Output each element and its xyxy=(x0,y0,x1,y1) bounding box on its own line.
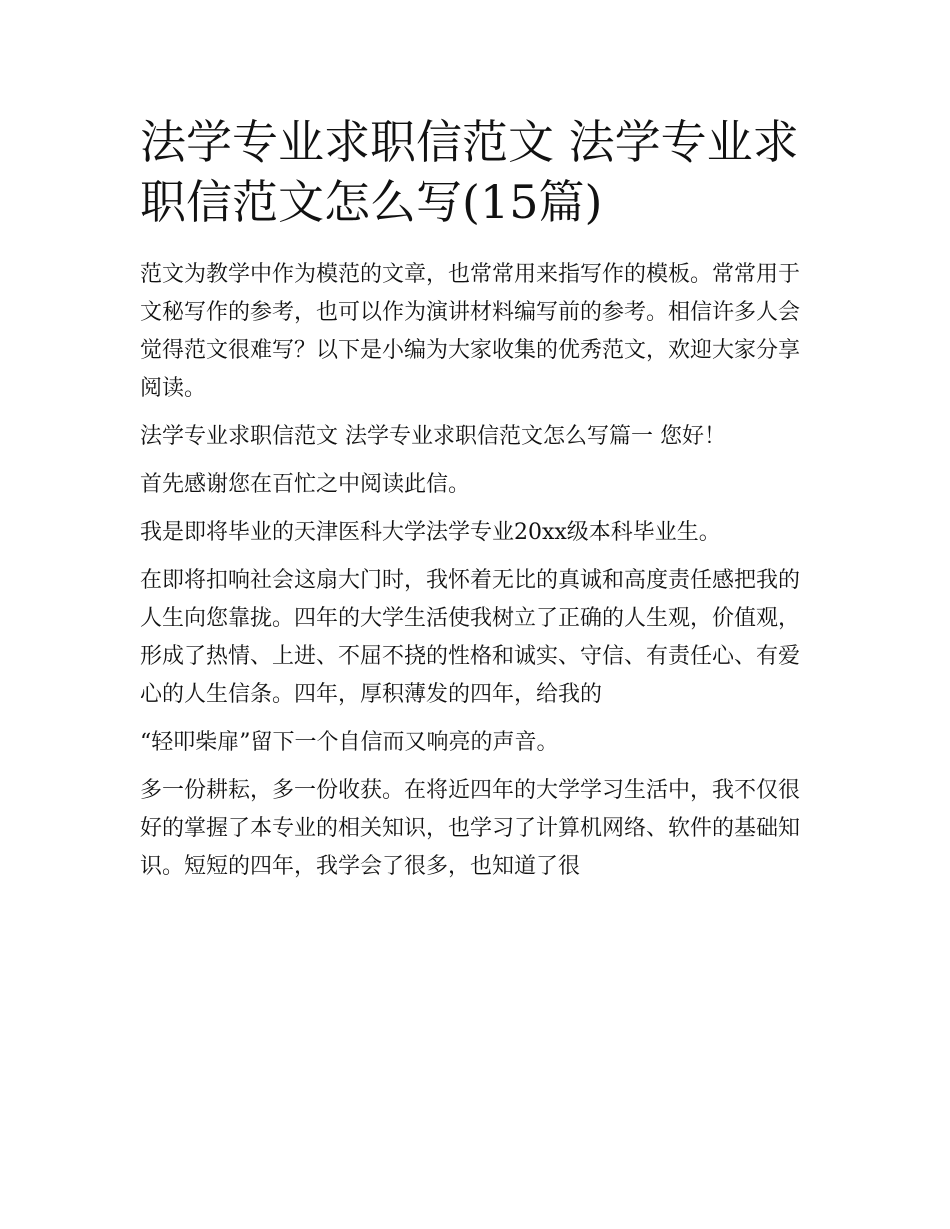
document-title: 法学专业求职信范文 法学专业求职信范文怎么写(15篇) xyxy=(140,115,799,229)
paragraph-intro: 范文为教学中作为模范的文章，也常常用来指写作的模板。常常用于文秘写作的参考，也可以作为演讲材料编写前的参考。相信许多人会觉得范文很难写？以下是小编为大家收集的优秀范文，欢迎大家分享阅读。 xyxy=(140,262,801,401)
paragraph-letter-heading: 法学专业求职信范文 法学专业求职信范文怎么写篇一 您好！ xyxy=(140,424,726,449)
paragraph-knock: “轻叩柴扉”留下一个自信而又响亮的声音。 xyxy=(140,730,559,755)
paragraph-study: 多一份耕耘，多一份收获。在将近四年的大学学习生活中，我不仅很好的掌握了本专业的相关知识，也学习了计算机网络、软件的基础知识。短短的四年，我学会了很多，也知道了很 xyxy=(140,778,801,879)
paragraph-self-intro: 我是即将毕业的天津医科大学法学专业20xx级本科毕业生。 xyxy=(140,520,721,545)
paragraph-thanks: 首先感谢您在百忙之中阅读此信。 xyxy=(140,472,471,497)
paragraph-values: 在即将扣响社会这扇大门时，我怀着无比的真诚和高度责任感把我的人生向您靠拢。四年的大学生活使我树立了正确的人生观，价值观，形成了热情、上进、不屈不挠的性格和诚实、守信、有责任心、有爱心的人生信条。四年，厚积薄发的四年，给我的 xyxy=(140,568,801,707)
